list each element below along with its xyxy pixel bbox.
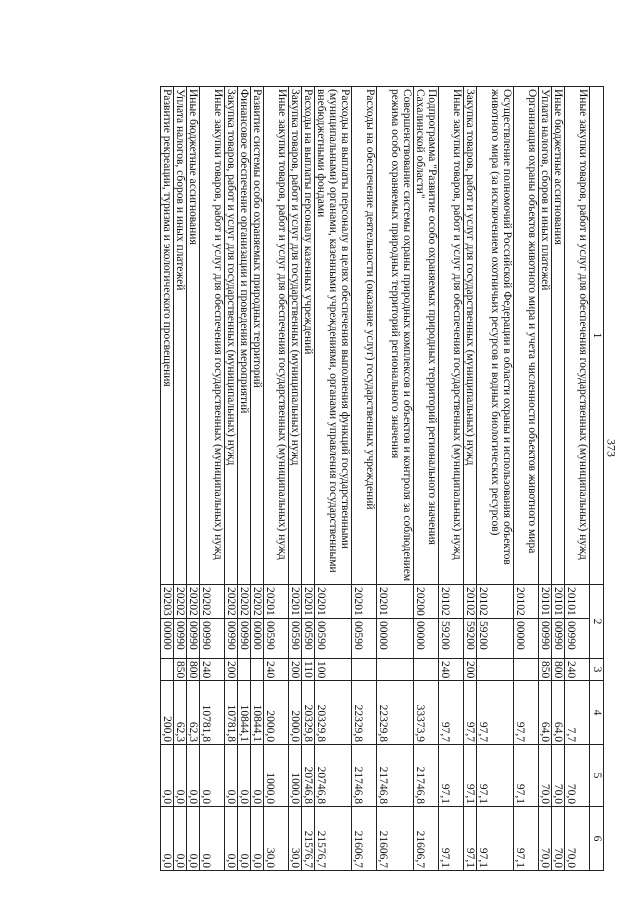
row-item-code: 00990 [565,619,590,659]
row-value-col4: 7,7 [565,681,590,745]
row-item-code: 00990 [187,619,200,659]
row-value-col6: 21606,7 [377,807,414,871]
row-type-code: 800 [187,659,200,681]
table-row [352,87,377,871]
row-section-code: 20201 [289,585,302,619]
row-name: Расходы на обеспечение деятельности (оказание услуг) государственных учреждений [352,87,377,585]
row-value-col6: 0,0 [161,807,174,871]
row-value-col5: 20746,8 [302,745,315,807]
row-name: Осуществление полномочий Российской Федерации в области охраны и использования объектов животного мира (за исключением охотничьих ресурсов и водных биологических ресурсов) [477,87,514,585]
row-section-code: 20201 [352,585,377,619]
page-number-text: 373 [604,439,619,457]
row-value-col4: 97,7 [477,681,514,745]
row-value-col4: 2000,0 [289,681,302,745]
row-value-col6: 97,1 [439,807,464,871]
row-type-code [514,659,539,681]
header-col-4: 4 [590,681,604,745]
row-value-col5: 0,0 [161,745,174,807]
row-value-col5: 21746,8 [414,745,439,807]
row-section-code: 20101 [565,585,590,619]
row-section-code: 20201 [315,585,352,619]
table-row [414,87,439,871]
row-value-col6: 70,0 [565,807,590,871]
row-value-col6: 21606,7 [414,807,439,871]
row-value-col6: 21576,7 [315,807,352,871]
row-value-col5: 0,0 [200,745,225,807]
row-type-code: 200 [225,659,238,681]
row-value-col6: 30,0 [264,807,289,871]
row-value-col4: 97,7 [514,681,539,745]
row-name: Совершенствование системы охраны природных комплексов и объектов и контроля за соблюдением режима особо охраняемых природных территорий регионального значения [377,87,414,585]
table-row [161,87,174,871]
row-value-col4: 10781,8 [225,681,238,745]
row-section-code: 20202 [225,585,238,619]
row-value-col4: 64,0 [539,681,552,745]
row-name: Иные закупки товаров, работ и услуг для обеспечения государственных (муниципальных) нужд [264,87,289,585]
row-value-col6: 97,1 [514,807,539,871]
row-value-col5: 21746,8 [377,745,414,807]
row-name: Иные бюджетные ассигнования [552,87,565,585]
row-value-col4: 200,0 [161,681,174,745]
row-item-code: 00590 [289,619,302,659]
table-row [251,87,264,871]
table-header [590,87,604,871]
header-row [590,87,604,871]
row-item-code: 00000 [377,619,414,659]
row-type-code: 110 [302,659,315,681]
header-col-5: 5 [590,745,604,807]
row-value-col4: 62,3 [174,681,187,745]
row-value-col5: 70,0 [552,745,565,807]
row-item-code: 00000 [161,619,174,659]
row-value-col4: 22329,8 [352,681,377,745]
row-value-col6: 21606,7 [352,807,377,871]
row-item-code: 00000 [251,619,264,659]
table-row [225,87,238,871]
row-value-col6: 97,1 [464,807,477,871]
row-name: Иные закупки товаров, работ и услуг для обеспечения государственных (муниципальных) нужд [565,87,590,585]
header-col-1: 1 [590,87,604,585]
row-item-code: 00990 [200,619,225,659]
row-section-code: 20201 [377,585,414,619]
row-type-code [251,659,264,681]
table-row [477,87,514,871]
row-section-code: 20101 [552,585,565,619]
row-type-code [352,659,377,681]
row-type-code: 800 [552,659,565,681]
row-type-code [161,659,174,681]
row-name: Финансовое обеспечение организации и проведения мероприятий [238,87,251,585]
row-value-col6: 97,1 [477,807,514,871]
row-section-code: 20203 [161,585,174,619]
row-section-code: 20102 [464,585,477,619]
row-section-code: 20201 [302,585,315,619]
header-col-2: 2 [590,585,604,659]
row-item-code: 59200 [477,619,514,659]
table-row [315,87,352,871]
row-value-col4: 97,7 [464,681,477,745]
row-name: Расходы на выплаты персоналу в целях обеспечения выполнения функций государственными (муниципальными) органами, казенными учреждениями, органами управления государственными внебюджетными фондами [315,87,352,585]
row-item-code: 00000 [514,619,539,659]
row-type-code [238,659,251,681]
row-value-col4: 20329,8 [302,681,315,745]
row-section-code: 20202 [174,585,187,619]
budget-table-container [36,86,604,870]
table-row [174,87,187,871]
row-value-col6: 70,0 [552,807,565,871]
row-type-code [414,659,439,681]
row-name: Закупка товаров, работ и услуг для государственных (муниципальных) нужд [225,87,238,585]
budget-table [160,86,604,871]
row-value-col6: 21576,7 [302,807,315,871]
row-item-code: 00990 [174,619,187,659]
row-type-code: 850 [174,659,187,681]
table-row [302,87,315,871]
row-value-col4: 10844,1 [238,681,251,745]
row-type-code: 100 [315,659,352,681]
row-type-code: 240 [264,659,289,681]
table-body [161,87,590,871]
table-row [514,87,539,871]
row-type-code [377,659,414,681]
row-item-code: 59200 [464,619,477,659]
header-col-6: 6 [590,807,604,871]
row-type-code: 240 [439,659,464,681]
row-section-code: 20102 [477,585,514,619]
row-name: Иные закупки товаров, работ и услуг для обеспечения государственных (муниципальных) нужд [439,87,464,585]
row-item-code: 00590 [302,619,315,659]
row-value-col5: 70,0 [565,745,590,807]
table-row [439,87,464,871]
row-type-code: 850 [539,659,552,681]
row-section-code: 20202 [251,585,264,619]
row-value-col4: 20329,8 [315,681,352,745]
row-value-col6: 0,0 [225,807,238,871]
row-value-col5: 0,0 [187,745,200,807]
row-name: Подпрограмма "Развитие особо охраняемых природных территорий регионального значения Сахалинской области" [414,87,439,585]
row-section-code: 20202 [200,585,225,619]
row-value-col5: 97,1 [514,745,539,807]
row-name: Развитие рекреации, туризма и экологического просвещения [161,87,174,585]
row-value-col5: 1000,0 [289,745,302,807]
row-value-col5: 0,0 [225,745,238,807]
table-row [377,87,414,871]
row-value-col5: 0,0 [251,745,264,807]
row-name: Уплата налогов, сборов и иных платежей [174,87,187,585]
row-value-col4: 97,7 [439,681,464,745]
table-row [539,87,552,871]
table-row [238,87,251,871]
row-value-col6: 0,0 [238,807,251,871]
row-type-code: 200 [464,659,477,681]
row-value-col5: 97,1 [439,745,464,807]
row-value-col6: 70,0 [539,807,552,871]
row-section-code: 20202 [238,585,251,619]
row-name: Развитие системы особо охраняемых природных территорий [251,87,264,585]
row-section-code: 20202 [187,585,200,619]
row-item-code: 59200 [439,619,464,659]
row-type-code: 240 [565,659,590,681]
table-row [187,87,200,871]
row-value-col4: 22329,8 [377,681,414,745]
row-item-code: 00990 [225,619,238,659]
row-item-code: 00000 [414,619,439,659]
row-value-col4: 33373,9 [414,681,439,745]
table-row [464,87,477,871]
row-value-col4: 10844,1 [251,681,264,745]
row-value-col6: 0,0 [200,807,225,871]
row-value-col5: 70,0 [539,745,552,807]
row-value-col5: 1000,0 [264,745,289,807]
row-item-code: 00990 [238,619,251,659]
row-value-col5: 0,0 [174,745,187,807]
row-value-col6: 0,0 [251,807,264,871]
row-name: Уплата налогов, сборов и иных платежей [539,87,552,585]
row-name: Закупка товаров, работ и услуг для государственных (муниципальных) нужд [289,87,302,585]
row-name: Организация охраны объектов животного мира и учета численности объектов животного мира [514,87,539,585]
row-item-code: 00590 [352,619,377,659]
table-row [289,87,302,871]
row-item-code: 00590 [315,619,352,659]
row-value-col5: 20746,8 [315,745,352,807]
row-type-code: 200 [289,659,302,681]
row-item-code: 00590 [264,619,289,659]
row-value-col5: 97,1 [477,745,514,807]
row-value-col4: 2000,0 [264,681,289,745]
row-name: Закупка товаров, работ и услуг для государственных (муниципальных) нужд [464,87,477,585]
table-row [200,87,225,871]
row-section-code: 20201 [264,585,289,619]
row-value-col4: 62,3 [187,681,200,745]
row-type-code: 240 [200,659,225,681]
row-value-col5: 21746,8 [352,745,377,807]
row-type-code [477,659,514,681]
row-section-code: 20101 [539,585,552,619]
row-section-code: 20200 [414,585,439,619]
row-section-code: 20102 [439,585,464,619]
row-value-col5: 97,1 [464,745,477,807]
row-value-col6: 0,0 [187,807,200,871]
row-name: Иные бюджетные ассигнования [187,87,200,585]
row-name: Иные закупки товаров, работ и услуг для обеспечения государственных (муниципальных) нужд [200,87,225,585]
header-col-3: 3 [590,659,604,681]
row-value-col6: 30,0 [289,807,302,871]
row-item-code: 00990 [539,619,552,659]
row-value-col5: 0,0 [238,745,251,807]
row-value-col4: 64,0 [552,681,565,745]
row-name: Расходы на выплаты персоналу казенных учреждений [302,87,315,585]
table-row [264,87,289,871]
table-row [565,87,590,871]
row-item-code: 00990 [552,619,565,659]
row-section-code: 20102 [514,585,539,619]
row-value-col6: 0,0 [174,807,187,871]
table-row [552,87,565,871]
row-value-col4: 10781,8 [200,681,225,745]
